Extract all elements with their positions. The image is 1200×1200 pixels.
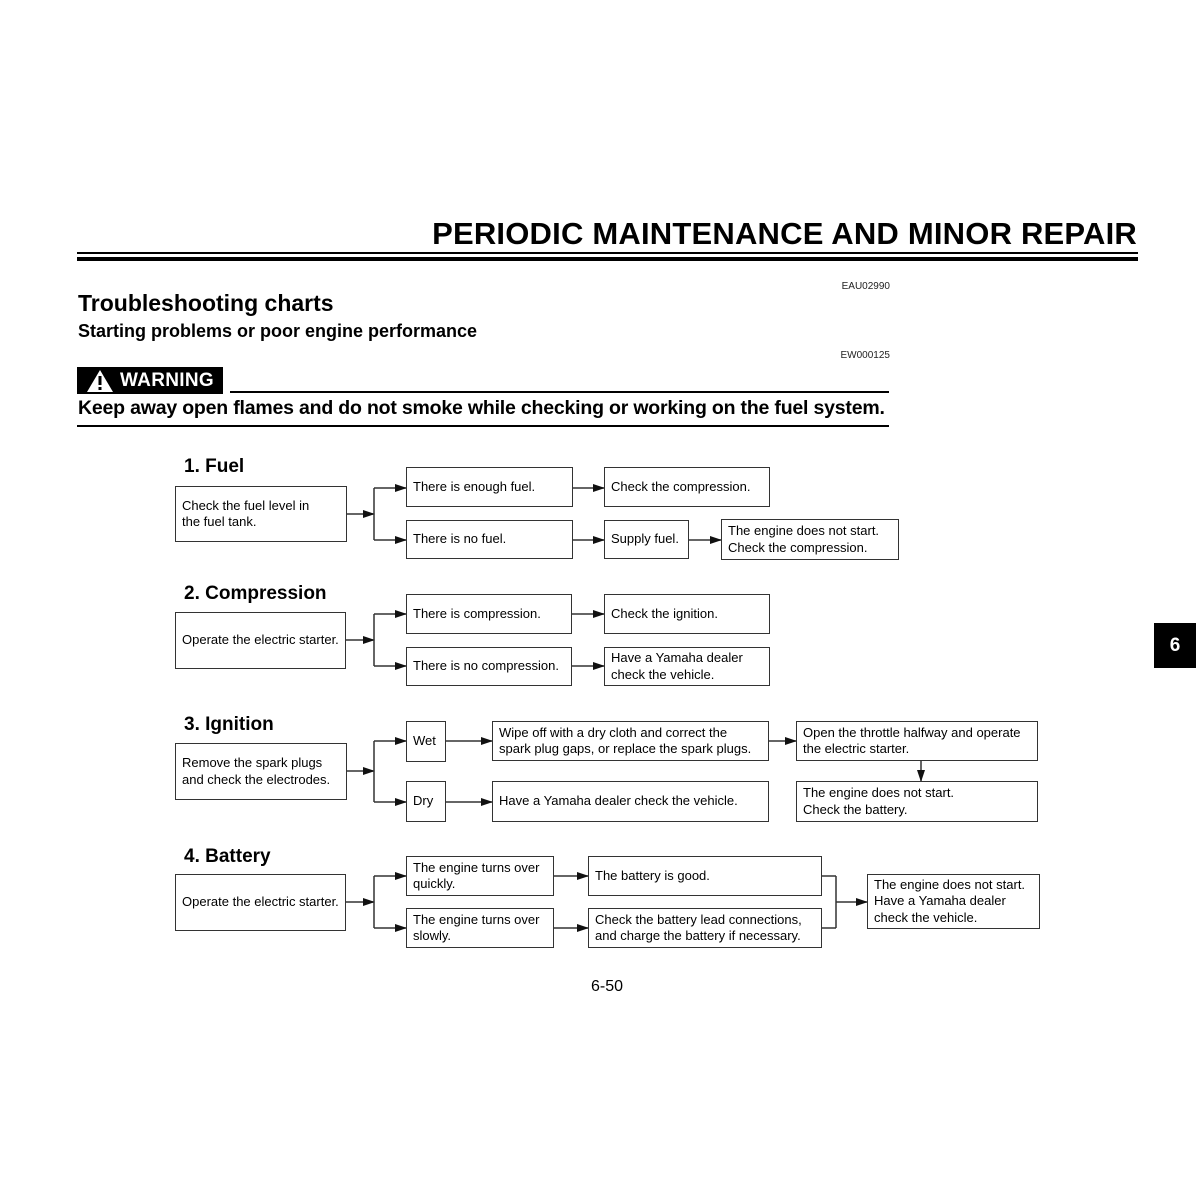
ignition-wipe-box: Wipe off with a dry cloth and correct the spark plug gaps, or replace the spark plugs. [492, 721, 769, 761]
ignition-not-start-box: The engine does not start. Check the battery. [796, 781, 1038, 822]
ignition-dry-box: Dry [406, 781, 446, 822]
warning-code: EW000125 [840, 350, 890, 361]
chart-title-battery: 4. Battery [184, 846, 271, 867]
compression-dealer-box: Have a Yamaha dealer check the vehicle. [604, 647, 770, 686]
chart-title-ignition: 3. Ignition [184, 714, 274, 735]
ignition-throttle-box: Open the throttle halfway and operate the electric starter. [796, 721, 1038, 761]
chart-title-compression: 2. Compression [184, 583, 327, 604]
compression-no-box: There is no compression. [406, 647, 572, 686]
compression-check-ignition-box: Check the ignition. [604, 594, 770, 634]
ignition-wet-box: Wet [406, 721, 446, 762]
section-title: Troubleshooting charts [78, 290, 334, 316]
fuel-start-box: Check the fuel level in the fuel tank. [175, 486, 347, 542]
fuel-supply-box: Supply fuel. [604, 520, 689, 559]
chart-title-fuel: 1. Fuel [184, 456, 245, 477]
fuel-none-box: There is no fuel. [406, 520, 573, 559]
battery-good-box: The battery is good. [588, 856, 822, 896]
ignition-dealer-box: Have a Yamaha dealer check the vehicle. [492, 781, 769, 822]
fuel-check-compression-box: Check the compression. [604, 467, 770, 507]
battery-slow-box: The engine turns over slowly. [406, 908, 554, 948]
section-code: EAU02990 [841, 281, 890, 292]
battery-start-box: Operate the electric starter. [175, 874, 346, 931]
section-subtitle: Starting problems or poor engine performance [78, 321, 478, 341]
battery-quick-box: The engine turns over quickly. [406, 856, 554, 896]
chapter-tab: 6 [1154, 623, 1196, 668]
battery-check-leads-box: Check the battery lead connections, and charge the battery if necessary. [588, 908, 822, 948]
warning-label: WARNING [120, 369, 214, 391]
compression-yes-box: There is compression. [406, 594, 572, 634]
ignition-start-box: Remove the spark plugs and check the electrodes. [175, 743, 347, 800]
warning-text: Keep away open flames and do not smoke while checking or working on the fuel system. [78, 397, 885, 419]
fuel-not-start-box: The engine does not start. Check the compression. [721, 519, 899, 560]
battery-final-box: The engine does not start. Have a Yamaha dealer check the vehicle. [867, 874, 1040, 929]
page-number: 6-50 [590, 978, 624, 995]
fuel-enough-box: There is enough fuel. [406, 467, 573, 507]
compression-start-box: Operate the electric starter. [175, 612, 346, 669]
chapter-title: PERIODIC MAINTENANCE AND MINOR REPAIR [432, 216, 1137, 251]
